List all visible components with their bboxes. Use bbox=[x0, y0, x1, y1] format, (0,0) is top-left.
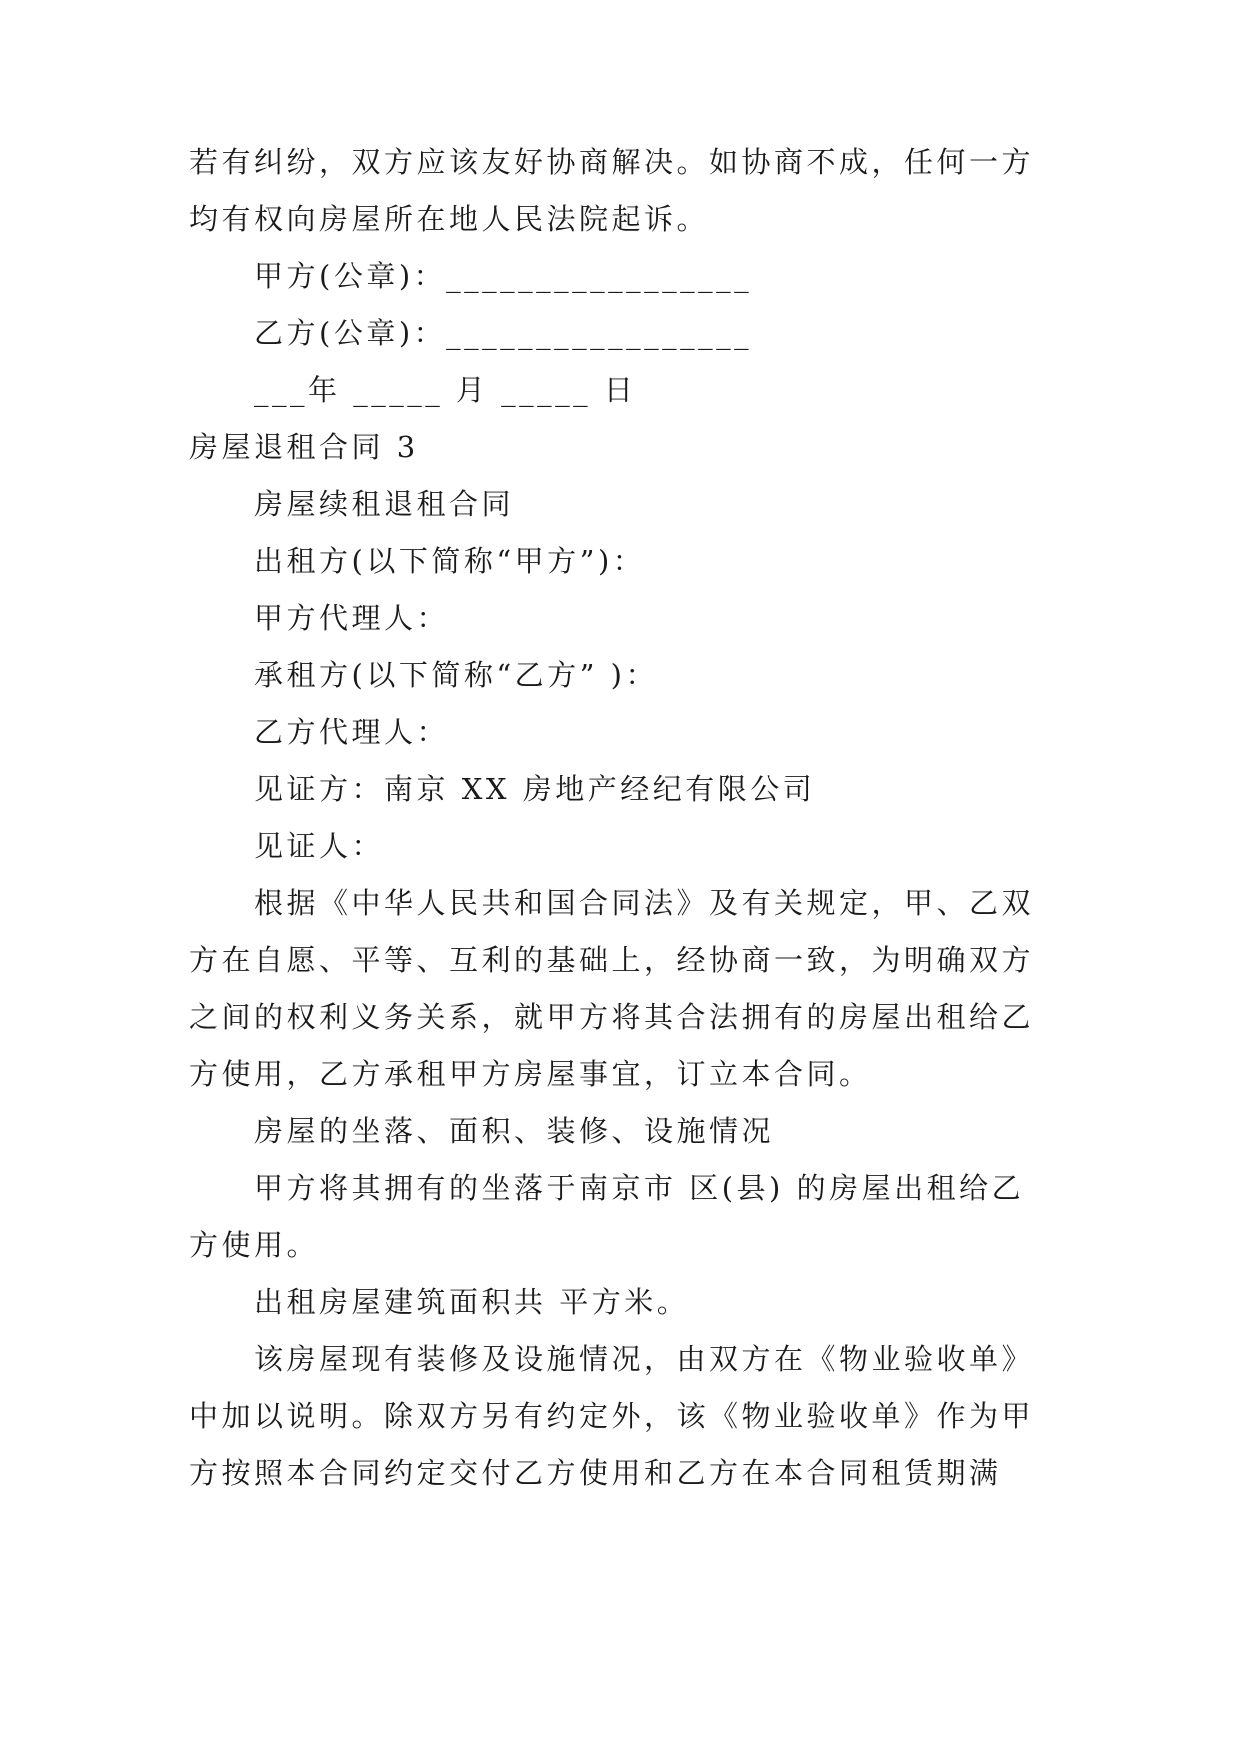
text-line: 甲方将其拥有的坐落于南京市 区(县) 的房屋出租给乙 bbox=[254, 1171, 1025, 1205]
text-line: 方按照本合同约定交付乙方使用和乙方在本合同租赁期满 bbox=[189, 1456, 1002, 1490]
text-line: 之间的权利义务关系，就甲方将其合法拥有的房屋出租给乙 bbox=[189, 1000, 1035, 1034]
text-line: 乙方代理人： bbox=[254, 715, 450, 749]
text-line: 该房屋现有装修及设施情况，由双方在《物业验收单》 bbox=[254, 1342, 1035, 1376]
text-line: 方在自愿、平等、互利的基础上，经协商一致，为明确双方 bbox=[189, 943, 1035, 977]
contract-title: 房屋续租退租合同 bbox=[254, 487, 515, 521]
date-line: ___年 _____ 月 _____ 日 bbox=[254, 373, 637, 407]
text-line: 方使用。 bbox=[189, 1228, 320, 1262]
text-line: 见证人： bbox=[254, 829, 385, 863]
text-line: 根据《中华人民共和国合同法》及有关规定，甲、乙双 bbox=[254, 886, 1035, 920]
text-line: 出租房屋建筑面积共 平方米。 bbox=[254, 1285, 690, 1319]
text-line: 方使用，乙方承租甲方房屋事宜，订立本合同。 bbox=[189, 1057, 872, 1091]
text-line: 承租方(以下简称“乙方” )： bbox=[254, 658, 658, 692]
text-line: 甲方代理人： bbox=[254, 601, 450, 635]
text-line: 均有权向房屋所在地人民法院起诉。 bbox=[189, 202, 710, 236]
text-line: 见证方：南京 XX 房地产经纪有限公司 bbox=[254, 772, 816, 806]
section-title: 房屋退租合同 3 bbox=[189, 430, 419, 464]
text-line: 若有纠纷，双方应该友好协商解决。如协商不成，任何一方 bbox=[189, 145, 1035, 179]
text-line: 出租方(以下简称“甲方”)： bbox=[254, 544, 646, 578]
text-line: 房屋的坐落、面积、装修、设施情况 bbox=[254, 1114, 775, 1148]
signature-line-party-a: 甲方(公章)：_________________ bbox=[254, 259, 753, 293]
signature-line-party-b: 乙方(公章)：_________________ bbox=[254, 316, 753, 350]
text-line: 中加以说明。除双方另有约定外，该《物业验收单》作为甲 bbox=[189, 1399, 1035, 1433]
